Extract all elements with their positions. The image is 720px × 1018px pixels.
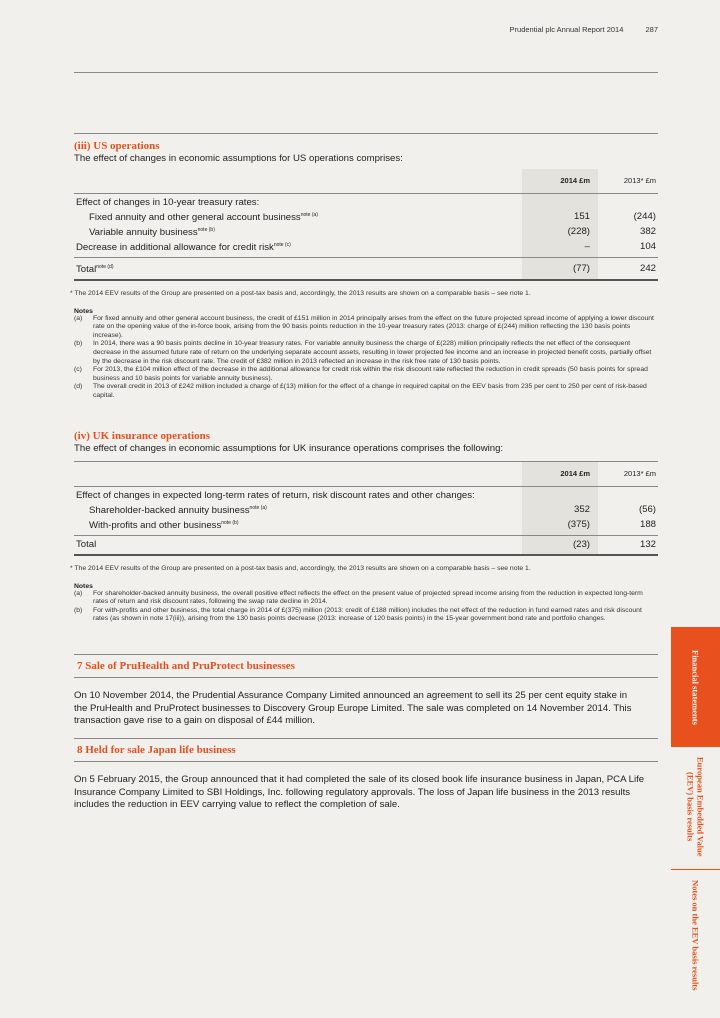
table-total-row: Total$^{note (d)}$ (77) 242 [74,258,658,281]
sale-section [74,654,658,728]
col-2013: 2013* £m [598,462,658,487]
uk-operations-heading: (iv) UK insurance operations [74,430,210,442]
note-item: (b) In 2014, there was a 90 basis points decline in 10-year treasury rates. For variable annuity business the charge of £(228) million principally reflects the net effect of the consequent decrease in the assumed future rate of return on the underlying separate account assets, resulting in lower projected fee income and an increase in projected benefit costs, partially offset by the decrease in the risk discount rate. The credit of £382 million in 2013 reflected an increase in the risk free rate of 130 basis points. [74,340,652,365]
note-item: (a) For shareholder-backed annuity business, the overall positive effect reflects the effect on the present value of projected spread income arising from the reduction in expected long-term rates of return and risk discount rates, following the swap rate decline in 2014. [74,589,643,606]
table-row: Fixed annuity and other general account business$^{note (a)}$ 151 (244) [89,210,656,223]
note-item: (c) For 2013, the £104 million effect of the decrease in the additional allowance for credit risk within the risk discount rate reflected the reduction in credit spreads (50 basis points for spread business and 10 basis points for variable annuity business). [74,366,648,382]
uk-operations-table [74,461,658,556]
us-operations-heading: (iii) US operations [74,140,160,152]
uk-operations-intro: The effect of changes in economic assumptions for UK insurance operations comprises the following: [74,443,504,454]
header-divider [74,72,658,73]
note-item: (a) For fixed annuity and other general account business, the credit of £151 million in 2014 principally arises from the effect on the future projected spread income of applying a lower discount rate on the opening value of the in-force book, arising from the 90 basis points reduction in the 10-year treasury rates (2013: charge of £(244) million reflecting the 130 basis points increase). [74,314,654,339]
uk-notes-heading: Notes [74,582,93,590]
table-row: With-profits and other business$^{note (b)}$ (375) 188 [74,517,658,536]
us-operations-intro: The effect of changes in economic assumptions for US operations comprises: [74,153,403,164]
table-row: Effect of changes in 10-year treasury rates: [74,194,658,210]
table-row: Decrease in additional allowance for credit risk$^{note (c)}$ – 104 [74,239,658,258]
us-notes-heading: Notes [74,307,93,315]
page-number: 287 [645,25,658,34]
col-2014: 2014 £m [522,169,598,194]
table-row: Effect of changes in expected long-term rates of return, risk discount rates and other changes: [74,487,658,503]
sale-text: On 10 November 2014, the Prudential Assurance Company Limited announced an agreement to sell its 25 per cent equity stake in the PruHealth and PruProtect businesses to Discovery Group Europe Limited. The sale was completed on 14 November 2014. This transaction gave rise to a gain on disposal of £44 million. [74,690,632,726]
table-row: Shareholder-backed annuity business$^{note (a)}$ 352 (56) [89,503,656,516]
col-2014: 2014 £m [522,462,598,487]
uk-operations-section [70,430,658,624]
table-header-row [74,169,658,194]
sale-heading: 7 Sale of PruHealth and PruProtect businesses [74,660,658,678]
tab-notes-eev[interactable]: Notes on the EEV basis results [690,879,701,991]
note-item: (b) For with-profits and other business, the total charge in 2014 of £(375) million (2013: credit of £188 million) includes the net effect of the reduction in fund earned rates and risk discount rates (as shown in note 17(iii)), arising from the 130 basis points decrease (2013: increase of 120 basis points) in the 15-year government bond rate and portfolio changes. [74,606,642,623]
us-operations-table [74,169,658,281]
tab-eev-basis-results[interactable]: European Embedded Value (EEV) basis results [685,757,706,857]
tab-divider [671,869,720,870]
japan-text: On 5 February 2015, the Group announced that it had completed the sale of its closed book life insurance business in Japan, PCA Life Insurance Company Limited to SBI Holdings, Inc. following regulatory approvals. The loss of Japan life business in the 2013 results includes the reduction in EEV carrying value to reflect the completion of sale. [74,774,645,810]
note-item: (d) The overall credit in 2013 of £242 million included a charge of £(13) million for the effect of a change in required capital on the EEV basis from 235 per cent to 250 per cent of risk-based capital. [74,383,647,399]
tab-financial-statements[interactable]: Financial statements [671,627,720,747]
table-header-row [74,462,658,487]
table-row: Variable annuity business$^{note (b)}$ (228) 382 [89,225,656,238]
col-2013: 2013* £m [598,169,658,194]
us-footnote: * The 2014 EEV results of the Group are presented on a post-tax basis and, accordingly, the 2013 results are shown on a comparable basis – see note 1. [70,290,531,297]
report-title: Prudential plc Annual Report 2014 [509,25,624,34]
us-operations-section [70,133,658,401]
japan-section [74,738,658,812]
page-header [510,25,658,34]
table-total-row: Total (23) 132 [74,536,658,556]
japan-heading: 8 Held for sale Japan life business [74,744,658,762]
uk-footnote: * The 2014 EEV results of the Group are presented on a post-tax basis and, accordingly, the 2013 results are shown on a comparable basis – see note 1. [70,565,531,572]
